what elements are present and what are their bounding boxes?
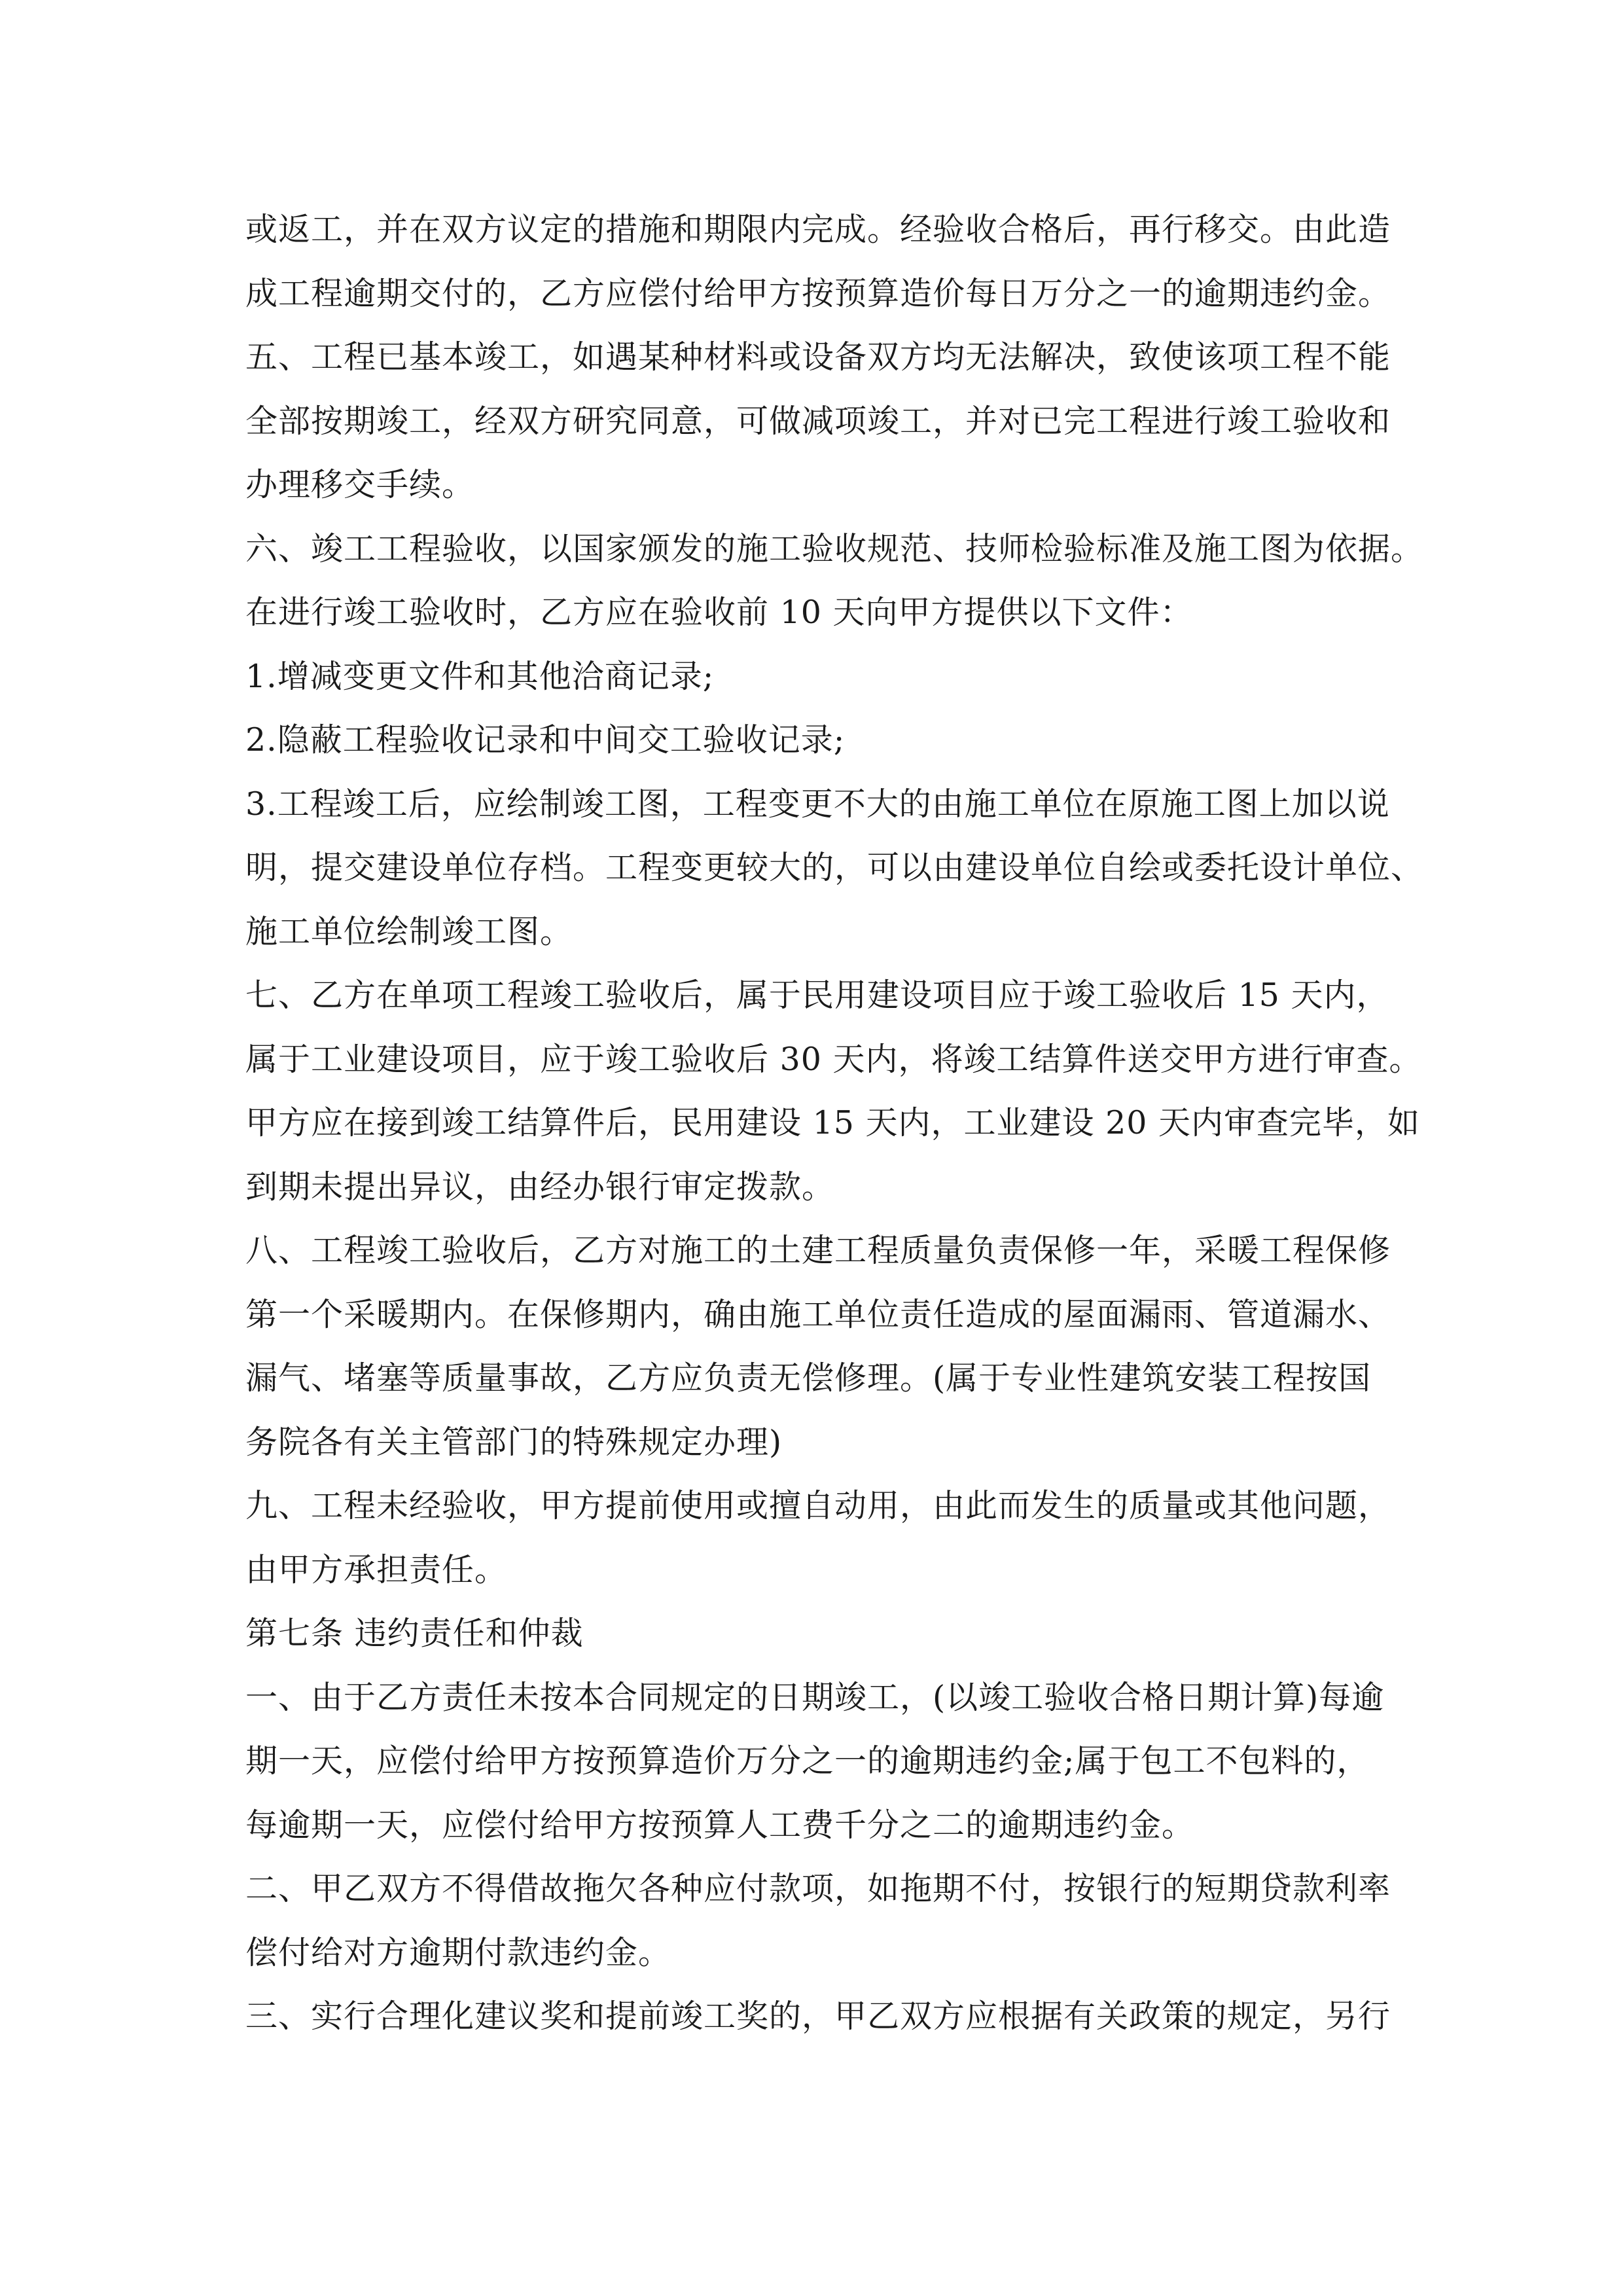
text-line: 到期未提出异议，由经办银行审定拨款。 xyxy=(245,1168,835,1206)
text-line: 甲方应在接到竣工结算件后，民用建设 15 天内，工业建设 20 天内审查完毕，如 xyxy=(245,1104,1421,1141)
text-line: 成工程逾期交付的，乙方应偿付给甲方按预算造价每日万分之一的逾期违约金。 xyxy=(245,274,1391,312)
text-line: 漏气、堵塞等质量事故，乙方应负责无偿修理。(属于专业性建筑安装工程按国 xyxy=(245,1359,1372,1397)
text-line: 五、工程已基本竣工，如遇某种材料或设备双方均无法解决，致使该项工程不能 xyxy=(245,338,1391,376)
text-line: 八、工程竣工验收后，乙方对施工的土建工程质量负责保修一年，采暖工程保修 xyxy=(245,1232,1391,1269)
text-line: 2.隐蔽工程验收记录和中间交工验收记录; xyxy=(245,721,846,759)
text-line: 或返工，并在双方议定的措施和期限内完成。经验收合格后，再行移交。由此造 xyxy=(245,211,1391,248)
text-line: 九、工程未经验收，甲方提前使用或擅自动用，由此而发生的质量或其他问题， xyxy=(245,1487,1391,1524)
text-line: 二、甲乙双方不得借故拖欠各种应付款项，如拖期不付，按银行的短期贷款利率 xyxy=(245,1870,1391,1907)
text-line: 在进行竣工验收时，乙方应在验收前 10 天向甲方提供以下文件： xyxy=(245,594,1193,631)
text-line: 三、实行合理化建议奖和提前竣工奖的，甲乙双方应根据有关政策的规定，另行 xyxy=(245,1998,1391,2035)
text-line: 务院各有关主管部门的特殊规定办理) xyxy=(245,1423,783,1461)
text-line: 每逾期一天，应偿付给甲方按预算人工费千分之二的逾期违约金。 xyxy=(245,1806,1195,1844)
text-line: 3.工程竣工后，应绘制竣工图，工程变更不大的由施工单位在原施工图上加以说 xyxy=(245,785,1390,823)
text-line: 六、竣工工程验收，以国家颁发的施工验收规范、技师检验标准及施工图为依据。 xyxy=(245,529,1424,567)
contract-text-body xyxy=(245,198,1424,2049)
text-line: 属于工业建设项目，应于竣工验收后 30 天内，将竣工结算件送交甲方进行审查。 xyxy=(245,1040,1422,1078)
text-line: 办理移交手续。 xyxy=(245,466,475,503)
text-line: 施工单位绘制竣工图。 xyxy=(245,912,573,950)
text-line: 明，提交建设单位存档。工程变更较大的，可以由建设单位自绘或委托设计单位、 xyxy=(245,849,1424,886)
text-line: 期一天，应偿付给甲方按预算造价万分之一的逾期违约金;属于包工不包料的， xyxy=(245,1742,1370,1780)
text-line: 全部按期竣工，经双方研究同意，可做减项竣工，并对已完工程进行竣工验收和 xyxy=(245,402,1391,440)
text-line: 第一个采暖期内。在保修期内，确由施工单位责任造成的屋面漏雨、管道漏水、 xyxy=(245,1295,1391,1333)
text-line: 1.增减变更文件和其他洽商记录; xyxy=(245,657,715,695)
text-line: 七、乙方在单项工程竣工验收后，属于民用建设项目应于竣工验收后 15 天内， xyxy=(245,977,1389,1014)
text-line: 由甲方承担责任。 xyxy=(245,1551,508,1588)
text-line: 偿付给对方逾期付款违约金。 xyxy=(245,1933,671,1971)
text-line: 一、由于乙方责任未按本合同规定的日期竣工，(以竣工验收合格日期计算)每逾 xyxy=(245,1678,1385,1716)
section-heading: 第七条 违约责任和仲裁 xyxy=(245,1615,584,1652)
